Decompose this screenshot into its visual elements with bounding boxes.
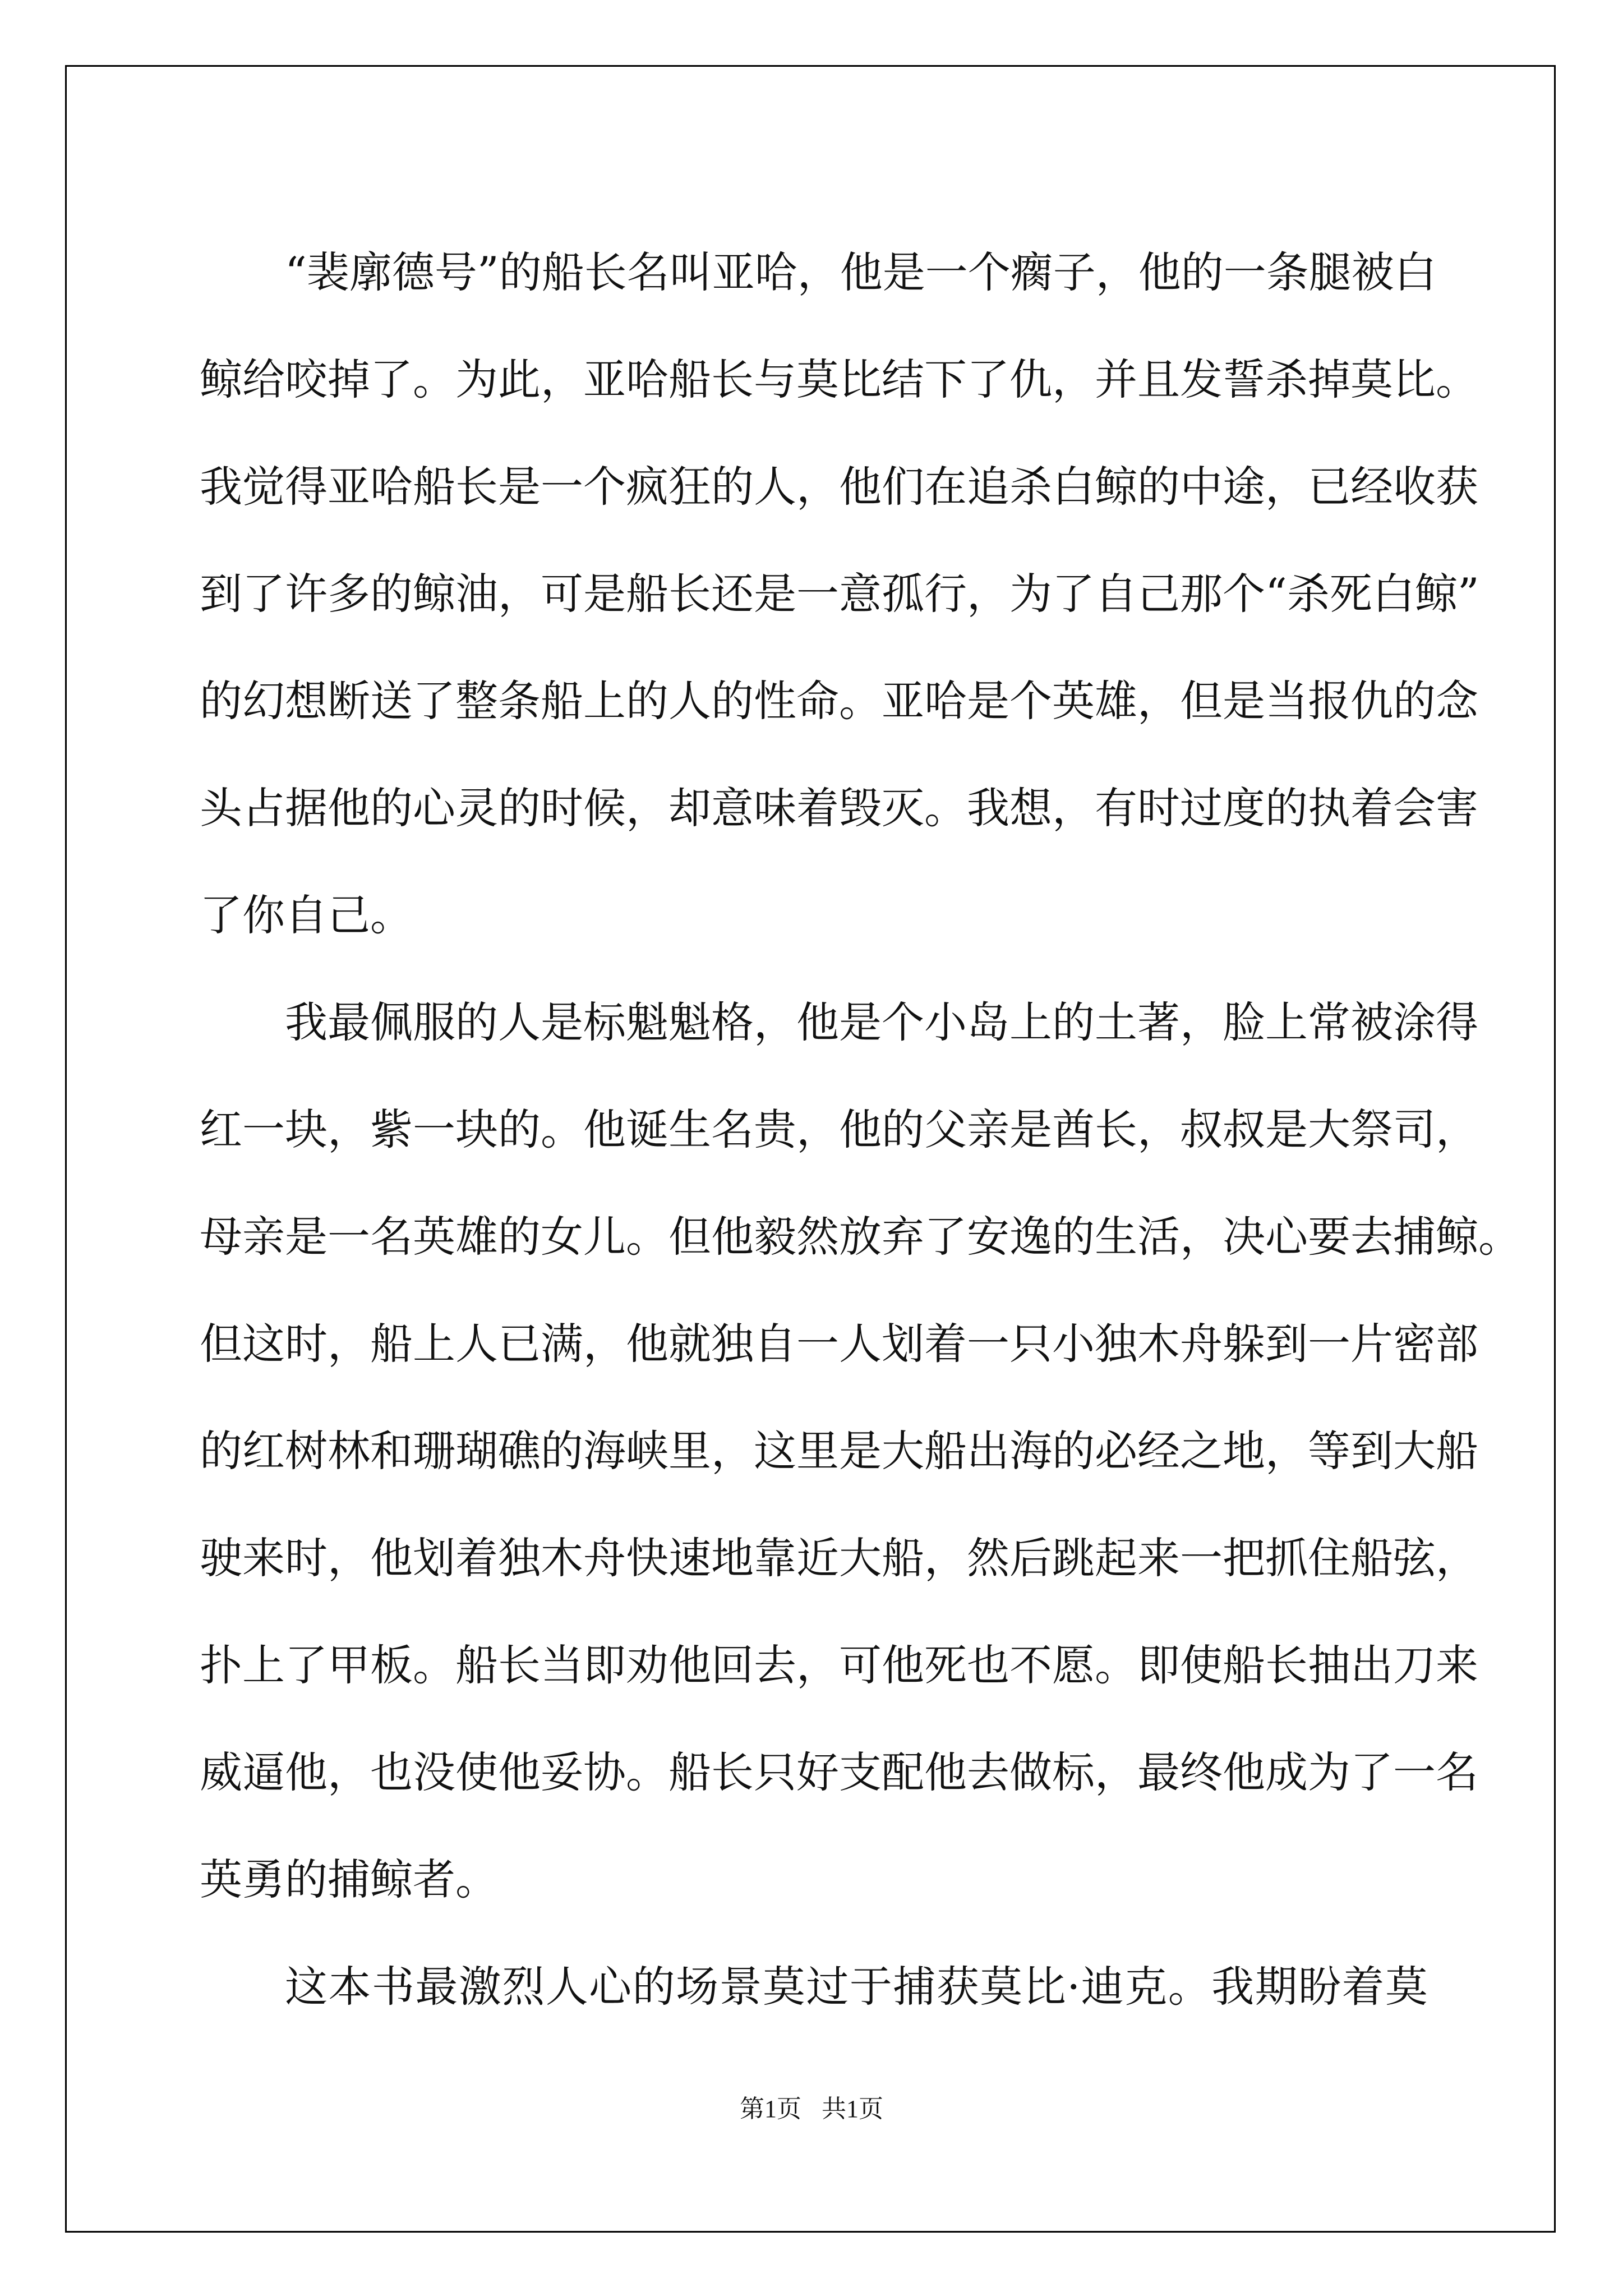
text-line: 但这时，船上人已满，他就独自一人划着一只小独木舟躲到一片密部 [200, 1319, 1478, 1369]
text-line: 红一块，紫一块的。他诞生名贵，他的父亲是酋长，叔叔是大祭司， [200, 1105, 1478, 1154]
page-number: 第1页 [740, 2095, 801, 2123]
text-line: 了你自己。 [200, 890, 413, 940]
text-line: 英勇的捕鲸者。 [200, 1855, 498, 1904]
page-footer [0, 2088, 1623, 2124]
text-line: 母亲是一名英雄的女儿。但他毅然放弃了安逸的生活，决心要去捕鲸。 [200, 1212, 1521, 1262]
text-line: 我觉得亚哈船长是一个疯狂的人，他们在追杀白鲸的中途，已经收获 [200, 462, 1478, 512]
text-line: 驶来时，他划着独木舟快速地靠近大船，然后跳起来一把抓住船弦， [200, 1533, 1478, 1583]
text-line: 到了许多的鲸油，可是船长还是一意孤行，为了自己那个“杀死白鲸” [200, 569, 1479, 619]
text-line: “裴廓德号”的船长名叫亚哈，他是一个瘸子，他的一条腿被白 [285, 247, 1437, 297]
text-line: 鲸给咬掉了。为此，亚哈船长与莫比结下了仇，并且发誓杀掉莫比。 [200, 355, 1478, 404]
document-body [200, 219, 1521, 2040]
text-line: 这本书最激烈人心的场景莫过于捕获莫比·迪克。我期盼着莫 [285, 1962, 1428, 2012]
text-line: 头占据他的心灵的时候，却意味着毁灭。我想，有时过度的执着会害 [200, 783, 1478, 833]
text-line: 扑上了甲板。船长当即劝他回去，可他死也不愿。即使船长抽出刀来 [200, 1640, 1478, 1690]
text-line: 威逼他，也没使他妥协。船长只好支配他去做标，最终他成为了一名 [200, 1747, 1478, 1797]
text-line: 我最佩服的人是标魁魁格，他是个小岛上的土著，脸上常被涂得 [285, 997, 1478, 1047]
text-line: 的幻想断送了整条船上的人的性命。亚哈是个英雄，但是当报仇的念 [200, 676, 1478, 726]
text-line: 的红树林和珊瑚礁的海峡里，这里是大船出海的必经之地，等到大船 [200, 1426, 1478, 1476]
page-total: 共1页 [822, 2095, 883, 2123]
